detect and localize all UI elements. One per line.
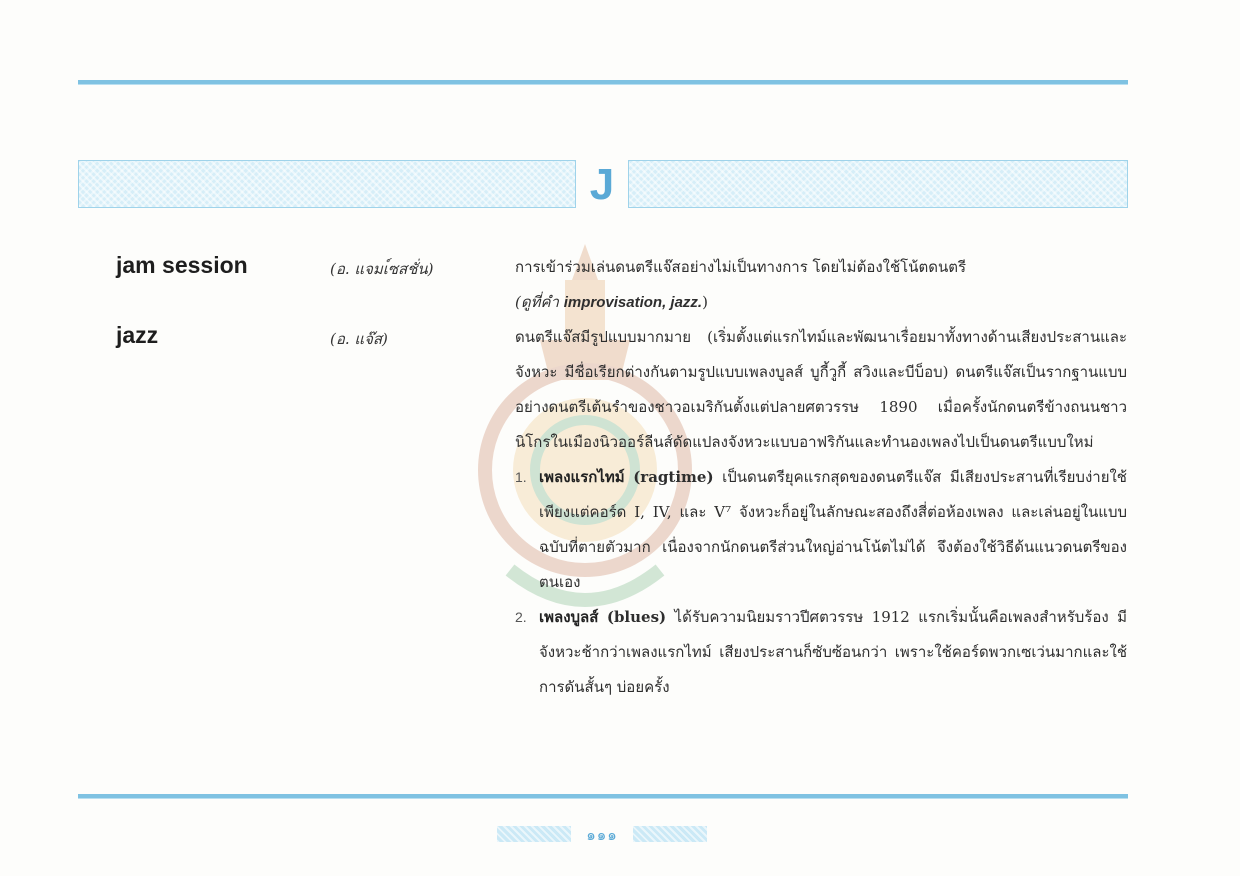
list-item-number: 2.: [515, 609, 527, 625]
footer-band-left: [497, 826, 571, 842]
list-item-text: ได้รับความนิยมราวปีศตวรรษ 1912 แรกเริ่มนั้นคือเพลงสำหรับร้อง มีจังหวะช้ากว่าเพลงแรกไทม์ เสียงประสานก็ซับซ้อนกว่า เพราะใช้คอร์ดพวกเซเว่นมากและใช้การดันสั้นๆ บ่อยครั้ง: [539, 608, 1127, 696]
see-also-terms: improvisation, jazz.: [563, 294, 703, 311]
list-item-english: (blues): [606, 608, 667, 626]
entry-definition: [515, 250, 1127, 320]
entry-term: jazz: [116, 322, 159, 348]
definition-text: ดนตรีแจ๊สมีรูปแบบมากมาย (เริ่มตั้งแต่แรกไทม์และพัฒนาเรื่อยมาทั้งทางด้านเสียงประสานและจังหวะ มีชื่อเรียกต่างกันตามรูปแบบเพลงบูลส์ บูกี้วูกี้ สวิงและบีบ็อบ) ดนตรีแจ๊สเป็นรากฐานแบบอย่างดนตรีเต้นรำของชาวอเมริกันตั้งแต่ปลายศตวรรษ 1890 เมื่อครั้งนักดนตรีข้างถนนชาวนิโกรในเมืองนิวออร์ลีนส์ดัดแปลงจังหวะแบบอาฟริกันและทำนองเพลงไปเป็นดนตรีแบบใหม่: [515, 328, 1127, 451]
see-also-suffix: ): [702, 293, 708, 311]
entry-term: jam session: [116, 252, 248, 278]
definition-text: การเข้าร่วมเล่นดนตรีแจ๊สอย่างไม่เป็นทางการ โดยไม่ต้องใช้โน้ตดนตรี: [515, 258, 966, 276]
list-item: [515, 600, 1127, 705]
section-letter: J: [589, 160, 615, 209]
page-number: ๑๑๑: [586, 826, 618, 844]
see-also: [515, 285, 1127, 320]
section-band-right: [628, 160, 1128, 208]
section-band-left: [78, 160, 576, 208]
entry-definition: [515, 320, 1127, 705]
definition-list: [515, 460, 1127, 705]
top-divider: [78, 80, 1128, 84]
list-item-heading: เพลงแรกไทม์: [539, 468, 625, 486]
entry-pronunciation: (อ. แจ๊ส): [330, 330, 388, 348]
list-item-english: (ragtime): [633, 468, 714, 486]
footer-band-right: [633, 826, 707, 842]
list-item: [515, 460, 1127, 600]
list-item-text: เป็นดนตรียุคแรกสุดของดนตรีแจ๊ส มีเสียงประสานที่เรียบง่ายใช้เพียงแต่คอร์ด I, IV, และ V⁷ จังหวะก็อยู่ในลักษณะสองถึงสี่ต่อห้องเพลง และเล่นอยู่ในแบบฉบับที่ตายตัวมาก เนื่องจากนักดนตรีส่วนใหญ่อ่านโน้ตไม่ได้ จึงต้องใช้วิธีด้นแนวดนตรีของตนเอง: [539, 468, 1127, 591]
see-also-prefix: (ดูที่คำ: [515, 293, 564, 311]
list-item-heading: เพลงบูลส์: [539, 608, 599, 626]
entry-pronunciation: (อ. แจมเ์ซสชั่น): [330, 260, 434, 278]
bottom-divider: [78, 794, 1128, 798]
list-item-number: 1.: [515, 469, 527, 485]
